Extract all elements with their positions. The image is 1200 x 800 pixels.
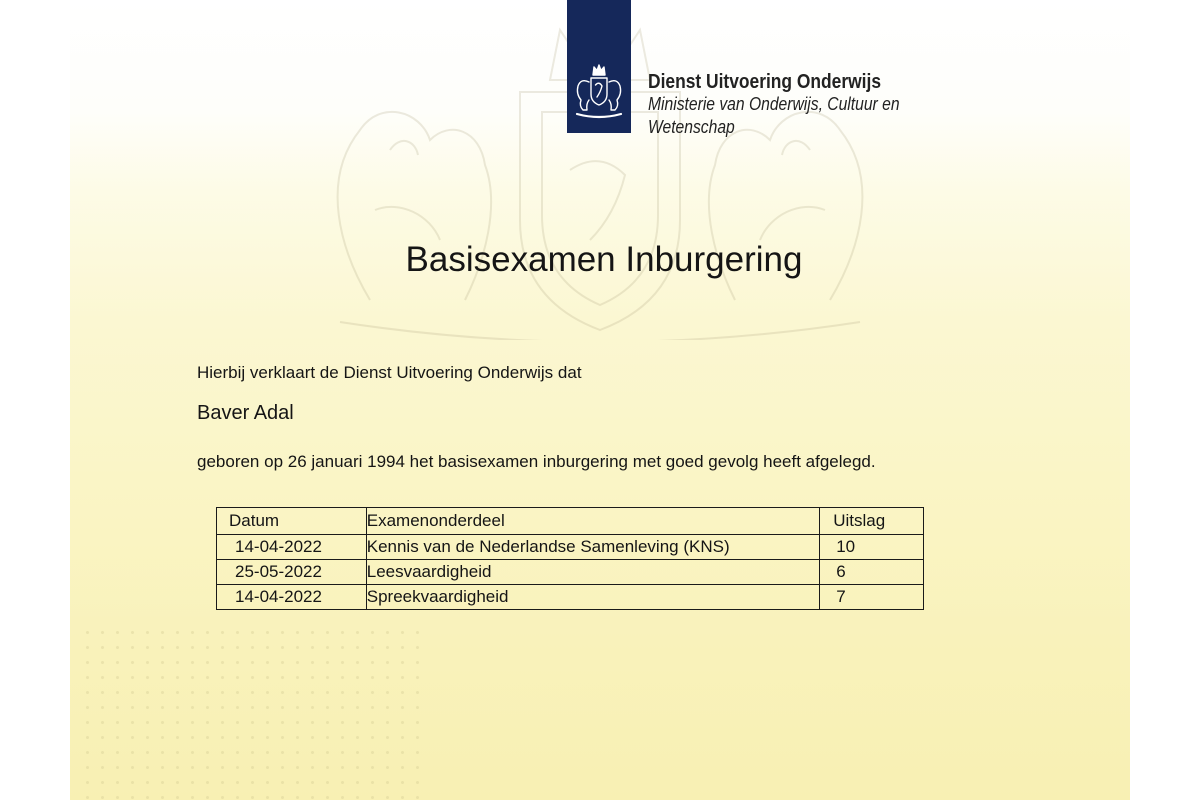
logo-bar	[567, 0, 631, 133]
header-component: Examenonderdeel	[366, 508, 819, 535]
table-row	[217, 560, 924, 585]
row-result: 7	[820, 585, 924, 610]
row-date: 14-04-2022	[217, 585, 367, 610]
row-date: 25-05-2022	[217, 560, 367, 585]
organization-name: Dienst Uitvoering Onderwijs	[648, 71, 882, 93]
row-result: 6	[820, 560, 924, 585]
candidate-name: Baver Adal	[197, 402, 294, 424]
table-header-row	[217, 508, 924, 535]
table-row	[217, 585, 924, 610]
coat-of-arms-icon	[567, 0, 631, 133]
row-component: Kennis van de Nederlandse Samenleving (KNS)	[366, 535, 819, 560]
row-result: 10	[820, 535, 924, 560]
header-result: Uitslag	[820, 508, 924, 535]
declaration-text: Hierbij verklaart de Dienst Uitvoering Onderwijs dat	[197, 363, 582, 382]
row-component: Leesvaardigheid	[366, 560, 819, 585]
ministry-name-line-1: Ministerie van Onderwijs, Cultuur en	[648, 94, 900, 114]
header-date: Datum	[217, 508, 367, 535]
organization-logo-text	[648, 70, 900, 139]
dot-pattern	[80, 625, 425, 800]
row-component: Spreekvaardigheid	[366, 585, 819, 610]
results-table	[216, 507, 924, 610]
table-row	[217, 535, 924, 560]
row-date: 14-04-2022	[217, 535, 367, 560]
ministry-name-line-2: Wetenschap	[648, 117, 735, 137]
statement-text: geboren op 26 januari 1994 het basisexamen inburgering met goed gevolg heeft afgelegd.	[197, 452, 876, 471]
certificate-title: Basisexamen Inburgering	[405, 240, 803, 279]
